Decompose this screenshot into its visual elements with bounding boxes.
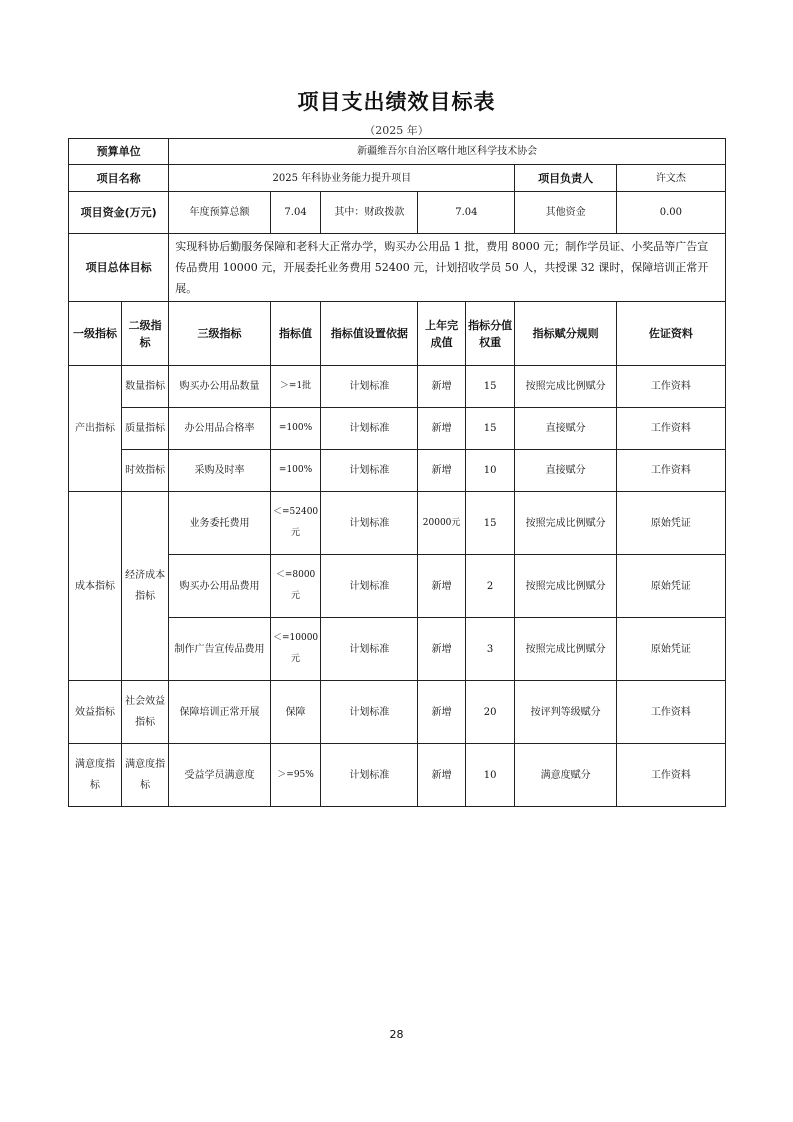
row-basis: 计划标准 — [321, 450, 418, 492]
group-cost-sub: 经济成本指标 — [121, 492, 168, 681]
row-rule: 按评判等级赋分 — [515, 681, 616, 744]
row-l3: 制作广告宣传品费用 — [169, 618, 270, 681]
row-weight: 2 — [465, 555, 515, 618]
group-benefit-sub: 社会效益指标 — [121, 681, 168, 744]
table-row — [69, 681, 726, 744]
table-row — [69, 366, 726, 408]
row-value: ＞=1批 — [270, 366, 321, 408]
row-basis: 计划标准 — [321, 366, 418, 408]
header-weight: 指标分值权重 — [465, 302, 515, 366]
row-value: ＜=8000元 — [270, 555, 321, 618]
row-basis: 计划标准 — [321, 555, 418, 618]
row-weight: 15 — [465, 408, 515, 450]
header-level3: 三级指标 — [169, 302, 270, 366]
fiscal-funds-value: 7.04 — [418, 192, 515, 234]
header-basis: 指标值设置依据 — [321, 302, 418, 366]
row-weight: 15 — [465, 492, 515, 555]
table-row — [69, 450, 726, 492]
row-l3: 办公用品合格率 — [169, 408, 270, 450]
page-number: 28 — [389, 1028, 404, 1041]
row-last-year: 新增 — [418, 681, 465, 744]
performance-table — [68, 138, 726, 807]
row-basis: 计划标准 — [321, 681, 418, 744]
row-value: 保障 — [270, 681, 321, 744]
group-benefit: 效益指标 — [69, 681, 122, 744]
budget-unit-label: 预算单位 — [69, 139, 169, 165]
other-funds-value: 0.00 — [616, 192, 725, 234]
row-rule: 按照完成比例赋分 — [515, 366, 616, 408]
row-l3: 购买办公用品数量 — [169, 366, 270, 408]
row-weight: 15 — [465, 366, 515, 408]
header-value: 指标值 — [270, 302, 321, 366]
group-satisfaction: 满意度指标 — [69, 744, 122, 807]
header-level2: 二级指标 — [121, 302, 168, 366]
row-weight: 10 — [465, 450, 515, 492]
row-last-year: 20000元 — [418, 492, 465, 555]
annual-budget-label: 年度预算总额 — [169, 192, 270, 234]
row-evidence: 工作资料 — [616, 366, 725, 408]
group-output: 产出指标 — [69, 366, 122, 492]
row-value: ＞=95% — [270, 744, 321, 807]
row-weight: 10 — [465, 744, 515, 807]
row-value: ＜=10000元 — [270, 618, 321, 681]
row-last-year: 新增 — [418, 450, 465, 492]
fiscal-funds-label: 其中：财政拨款 — [321, 192, 418, 234]
header-level1: 一级指标 — [69, 302, 122, 366]
table-row — [69, 408, 726, 450]
row-l3: 采购及时率 — [169, 450, 270, 492]
row-rule: 按照完成比例赋分 — [515, 555, 616, 618]
overall-goal-label: 项目总体目标 — [69, 234, 169, 302]
row-last-year: 新增 — [418, 555, 465, 618]
header-evidence: 佐证资料 — [616, 302, 725, 366]
row-last-year: 新增 — [418, 408, 465, 450]
row-rule: 按照完成比例赋分 — [515, 618, 616, 681]
row-basis: 计划标准 — [321, 492, 418, 555]
row-l2: 质量指标 — [121, 408, 168, 450]
row-l3: 受益学员满意度 — [169, 744, 270, 807]
project-leader-value: 许文杰 — [616, 165, 725, 192]
row-rule: 直接赋分 — [515, 450, 616, 492]
row-evidence: 工作资料 — [616, 744, 725, 807]
row-evidence: 工作资料 — [616, 681, 725, 744]
row-l3: 业务委托费用 — [169, 492, 270, 555]
row-last-year: 新增 — [418, 744, 465, 807]
project-name-label: 项目名称 — [69, 165, 169, 192]
row-evidence: 原始凭证 — [616, 618, 725, 681]
header-rule: 指标赋分规则 — [515, 302, 616, 366]
row-last-year: 新增 — [418, 618, 465, 681]
row-l3: 购买办公用品费用 — [169, 555, 270, 618]
row-rule: 按照完成比例赋分 — [515, 492, 616, 555]
overall-goal-text: 实现科协后勤服务保障和老科大正常办学，购买办公用品 1 批，费用 8000 元；制作学员证、小奖品等广告宣传品费用 10000 元，开展委托业务费用 52400 元，计划招收学员 50 人，共授课 32 课时，保障培训正常开展。 — [169, 234, 726, 302]
table-row — [69, 492, 726, 555]
page-title: 项目支出绩效目标表 — [297, 90, 496, 114]
row-l2: 数量指标 — [121, 366, 168, 408]
row-weight: 3 — [465, 618, 515, 681]
row-value: ＜=52400元 — [270, 492, 321, 555]
row-evidence: 原始凭证 — [616, 555, 725, 618]
header-last-year: 上年完成值 — [418, 302, 465, 366]
row-evidence: 工作资料 — [616, 408, 725, 450]
row-basis: 计划标准 — [321, 408, 418, 450]
group-cost: 成本指标 — [69, 492, 122, 681]
project-funds-label: 项目资金(万元) — [69, 192, 169, 234]
table-row — [69, 744, 726, 807]
year-label: （2025 年） — [364, 124, 429, 137]
row-l3: 保障培训正常开展 — [169, 681, 270, 744]
group-satisfaction-sub: 满意度指标 — [121, 744, 168, 807]
row-value: =100% — [270, 450, 321, 492]
row-weight: 20 — [465, 681, 515, 744]
row-basis: 计划标准 — [321, 744, 418, 807]
row-l2: 时效指标 — [121, 450, 168, 492]
budget-unit-value: 新疆维吾尔自治区喀什地区科学技术协会 — [169, 139, 726, 165]
project-name-value: 2025 年科协业务能力提升项目 — [169, 165, 515, 192]
project-leader-label: 项目负责人 — [515, 165, 616, 192]
row-rule: 直接赋分 — [515, 408, 616, 450]
row-basis: 计划标准 — [321, 618, 418, 681]
annual-budget-value: 7.04 — [270, 192, 321, 234]
row-value: =100% — [270, 408, 321, 450]
row-rule: 满意度赋分 — [515, 744, 616, 807]
row-evidence: 原始凭证 — [616, 492, 725, 555]
other-funds-label: 其他资金 — [515, 192, 616, 234]
row-last-year: 新增 — [418, 366, 465, 408]
row-evidence: 工作资料 — [616, 450, 725, 492]
